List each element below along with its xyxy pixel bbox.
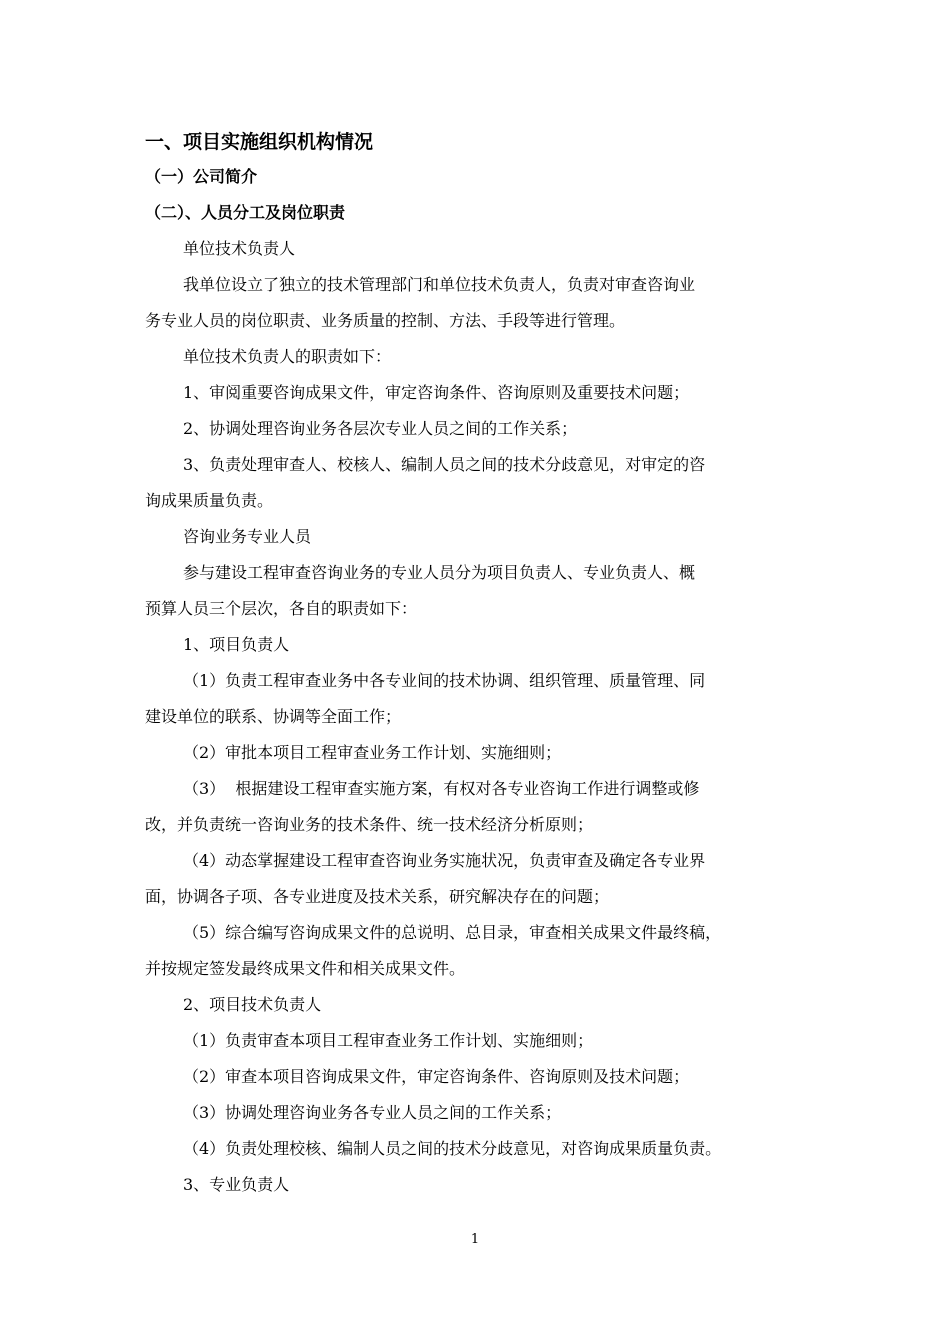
paragraph-line: 务专业人员的岗位职责、业务质量的控制、方法、手段等进行管理。 [145,311,626,330]
document-title: 一、项目实施组织机构情况 [145,131,374,153]
list-item: 3、负责处理审查人、校核人、编制人员之间的技术分歧意见，对审定的咨 [183,455,706,474]
list-item: （2）审批本项目工程审查业务工作计划、实施细则； [183,743,562,762]
subsection-heading: 1、项目负责人 [183,635,290,654]
list-item: （5）综合编写咨询成果文件的总说明、总目录，审查相关成果文件最终稿， [183,923,722,942]
list-item: （3） 根据建设工程审查实施方案，有权对各专业咨询工作进行调整或修 [183,779,700,798]
list-item-continuation: 面，协调各子项、各专业进度及技术关系，研究解决存在的问题； [145,887,610,906]
list-item: 2、协调处理咨询业务各层次专业人员之间的工作关系； [183,419,578,438]
section-heading-staff-duties: （二）、人员分工及岗位职责 [145,203,346,222]
paragraph-line: 参与建设工程审查咨询业务的专业人员分为项目负责人、专业负责人、概 [183,563,696,582]
subsection-heading: 2、项目技术负责人 [183,995,322,1014]
paragraph-line: 单位技术负责人的职责如下： [183,347,392,366]
list-item: 1、审阅重要咨询成果文件，审定咨询条件、咨询原则及重要技术问题； [183,383,690,402]
paragraph-line: 我单位设立了独立的技术管理部门和单位技术负责人，负责对审查咨询业 [183,275,696,294]
list-item-continuation: 建设单位的联系、协调等全面工作； [145,707,402,726]
page-number: 1 [470,1232,480,1247]
list-item: （2）审查本项目咨询成果文件，审定咨询条件、咨询原则及技术问题； [183,1067,690,1086]
paragraph-heading: 咨询业务专业人员 [183,527,312,546]
list-item: （1）负责审查本项目工程审查业务工作计划、实施细则； [183,1031,594,1050]
list-item: （4）负责处理校核、编制人员之间的技术分歧意见，对咨询成果质量负责。 [183,1139,722,1158]
section-heading-company-intro: （一）公司简介 [145,167,258,186]
paragraph-heading: 单位技术负责人 [183,239,296,258]
list-item-continuation: 询成果质量负责。 [145,491,274,510]
document-body [145,125,810,1203]
list-item: （1）负责工程审查业务中各专业间的技术协调、组织管理、质量管理、同 [183,671,706,690]
paragraph-line: 预算人员三个层次，各自的职责如下： [145,599,418,618]
list-item-continuation: 并按规定签发最终成果文件和相关成果文件。 [145,959,466,978]
list-item: （3）协调处理咨询业务各专业人员之间的工作关系； [183,1103,562,1122]
list-item: （4）动态掌握建设工程审查咨询业务实施状况，负责审查及确定各专业界 [183,851,706,870]
subsection-heading: 3、专业负责人 [183,1175,290,1194]
list-item-continuation: 改，并负责统一咨询业务的技术条件、统一技术经济分析原则； [145,815,594,834]
